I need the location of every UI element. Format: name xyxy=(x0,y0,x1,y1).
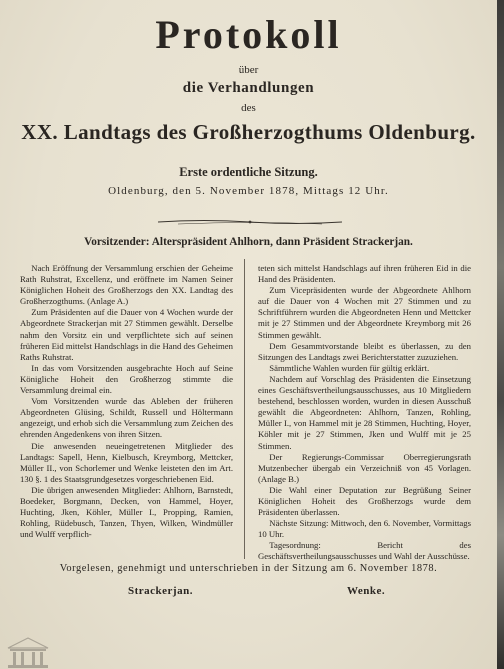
paragraph: Nächste Sitzung: Mittwoch, den 6. November, Vormittags 10 Uhr. xyxy=(258,518,471,540)
paragraph: teten sich mittelst Handschlags auf ihren früheren Eid in die Hand des Präsidenten. xyxy=(258,263,471,285)
paragraph: Zum Präsidenten auf die Dauer von 4 Wochen wurde der Abgeordnete Strackerjan mit 27 Stimmen gewählt. Derselbe nahm den Vorsitz ein und verpflichtete sich auf seinen früheren Eid mittelst Handschlags in die Hand des Geheimen Raths Ruhstrat. xyxy=(20,307,233,362)
decorative-rule xyxy=(158,216,342,228)
paragraph: Nachdem auf Vorschlag des Präsidenten die Einsetzung eines Geschäftsvertheilungsausschusses, aus 10 Mitgliedern bestehend, beschlossen worden, wurden in diesen Ausschuß gewählt die Abgeordneten: Ahlhorn, Tanzen, Rohling, Müller I., von Hammel mit je 28 Stimmen, Huchting, Hoyer, Köhler mit je 27 Stimmen, Jken und Wulff mit je 25 Stimmen. xyxy=(258,373,471,451)
left-column xyxy=(20,263,233,540)
paragraph: In das vom Vorsitzenden ausgebrachte Hoch auf Seine Königliche Hoheit den Großherzog stimmte die Versammlung dreimal ein. xyxy=(20,362,233,396)
signature-right: Wenke. xyxy=(347,585,386,597)
paragraph: Die anwesenden neueingetretenen Mitglieder des Landtags: Sapell, Henn, Kielbusch, Kreymborg, Mettcker, Müller II., von Schorlemer und Wenke leisteten den im Art. 130 §. 1 des Staatsgrundgesetzes vorgeschriebenen Eid. xyxy=(20,440,233,484)
signature-left: Strackerjan. xyxy=(128,585,193,597)
title-article: des xyxy=(241,102,256,114)
paragraph: Sämmtliche Wahlen wurden für gültig erklärt. xyxy=(269,362,430,373)
paragraph: Nach Eröffnung der Versammlung erschien der Geheime Rath Ruhstrat, Excellenz, und eröffnete im Namen Seiner Königlichen Hoheit des Großherzogs den XX. Landtag des Großherzogthums. (Anlage A.) xyxy=(20,263,233,307)
right-column xyxy=(258,263,471,563)
paragraph: Der Regierungs-Commissar Oberregierungsrath Mutzenbecher übergab ein Verzeichniß von 45 Vorlagen. (Anlage B.) xyxy=(258,451,471,484)
scan-edge-strip xyxy=(497,0,504,669)
paragraph: Vom Vorsitzenden wurde das Ableben der früheren Abgeordneten Glüsing, Schildt, Russell und Höltermann angezeigt, und erhob sich die Versammlung zum Zeichen des ehrenden Angedenkens von ihren Sitzen. xyxy=(20,396,233,440)
document-title: Protokoll xyxy=(155,12,342,57)
library-building-icon xyxy=(4,636,52,669)
paragraph: Tagesordnung: Bericht des Geschäftsvertheilungsausschusses und Wahl der Ausschüsse. xyxy=(258,540,471,562)
paragraph: Zum Vicepräsidenten wurde der Abgeordnete Ahlhorn auf die Dauer von 4 Wochen mit 27 Stimmen und zu Schriftführern wurden die Abgeordneten Henn und Mettcker mit je 27 Stimmen und der Abgeordnete Kreymborg mit 26 Stimmen gewählt. xyxy=(258,285,471,340)
chair-line: Vorsitzender: Alterspräsident Ahlhorn, dann Präsident Strackerjan. xyxy=(84,236,413,248)
paragraph: Die übrigen anwesenden Mitglieder: Ahlhorn, Barnstedt, Boedeker, Borgmann, Decken, von Hammel, Hoyer, Huchting, Jken, Köhler, Müller I., Propping, Ramien, Rohling, Rüdebusch, Tanzen, Thyen, Wilken, Windmüller und Wulff verpflich- xyxy=(20,484,233,540)
column-divider xyxy=(244,259,245,559)
closing-line: Vorgelesen, genehmigt und unterschrieben in der Sitzung am 6. November 1878. xyxy=(59,563,438,574)
session-heading: Erste ordentliche Sitzung. xyxy=(179,165,318,179)
paragraph: Die Wahl einer Deputation zur Begrüßung Seiner Königlichen Hoheit des Großherzogs wurde dem Präsidenten überlassen. xyxy=(258,484,471,518)
title-preposition: über xyxy=(238,64,259,76)
assembly-heading: XX. Landtags des Großherzogthums Oldenburg. xyxy=(21,120,476,144)
paragraph: Dem Gesammtvorstande bleibt es überlassen, zu den Sitzungen des Landtags zwei Berichterstatter zuzuziehen. xyxy=(258,340,471,362)
place-date-line: Oldenburg, den 5. November 1878, Mittags 12 Uhr. xyxy=(108,185,389,197)
document-subtitle: die Verhandlungen xyxy=(182,80,315,96)
